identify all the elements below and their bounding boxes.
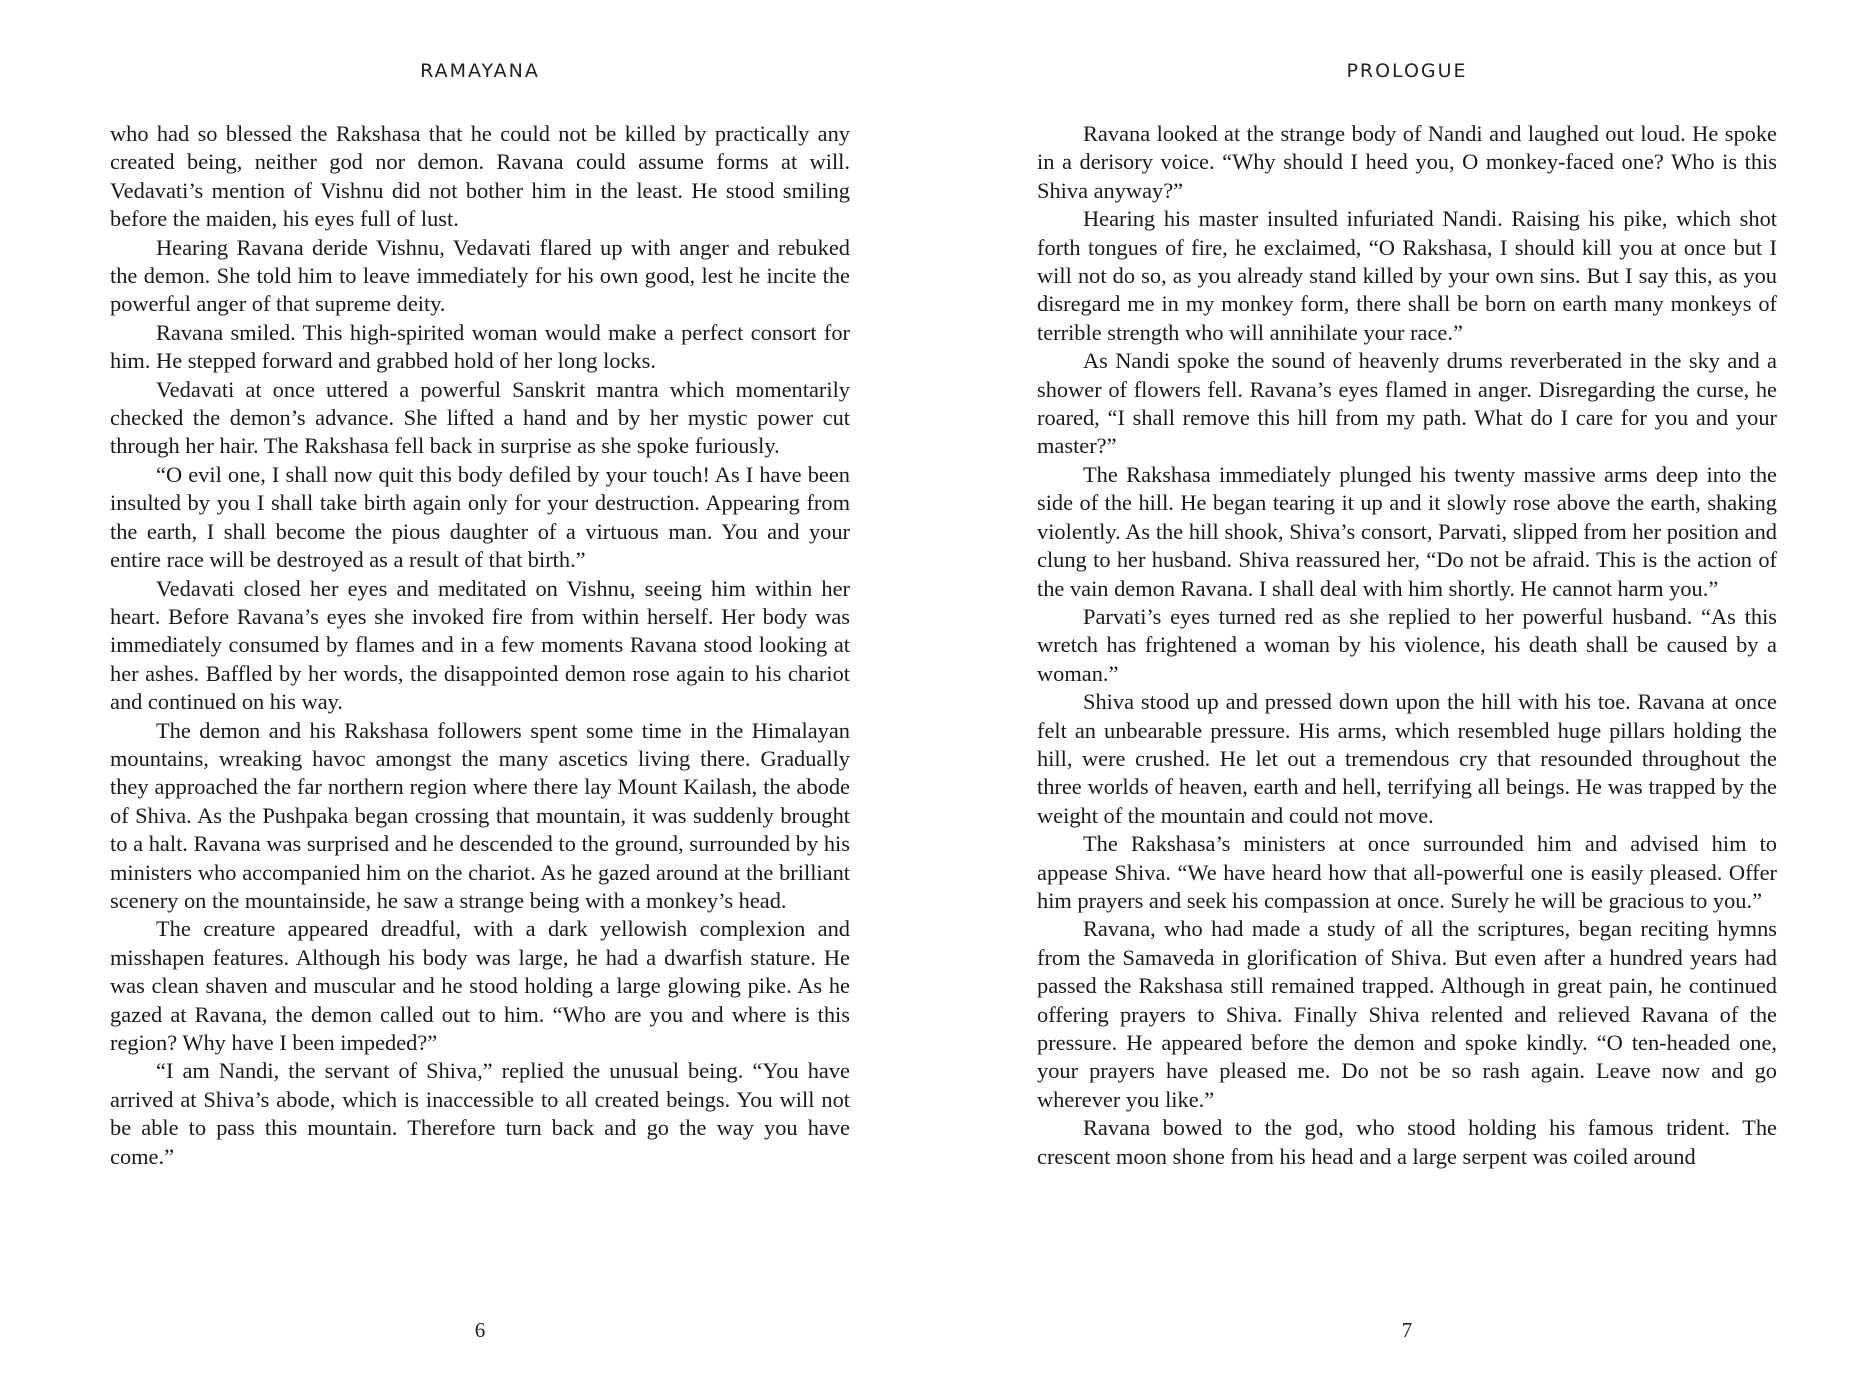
paragraph: The creature appeared dreadful, with a dark yellowish complexion and misshapen features. Although his body was large, he had a dwarfish stature. He was clean shaven and muscular and he stood holding a large glowing pike. As he gazed at Ravana, the demon called out to him. “Who are you and where is this region? Why have I been impeded?”	[110, 916, 850, 1055]
running-head-left: RAMAYANA	[420, 60, 540, 82]
left-page	[110, 0, 850, 1400]
right-page-body	[1037, 120, 1777, 1171]
paragraph: Ravana bowed to the god, who stood holding his famous trident. The crescent moon shone from his head and a large serpent was coiled around	[1037, 1115, 1777, 1169]
paragraph: Ravana smiled. This high-spirited woman would make a perfect consort for him. He stepped forward and grabbed hold of her long locks.	[110, 319, 850, 374]
page-number-left: 6	[474, 1318, 486, 1342]
paragraph: The Rakshasa immediately plunged his twenty massive arms deep into the side of the hill. He began tearing it up and it slowly rose above the earth, shaking violently. As the hill shook, Shiva’s consort, Parvati, slipped from her position and clung to her husband. Shiva reassured her, “Do not be afraid. This is the action of the vain demon Ravana. I shall deal with him shortly. He cannot harm you.”	[1037, 461, 1777, 601]
right-page	[1037, 0, 1777, 1400]
paragraph: The demon and his Rakshasa followers spent some time in the Himalayan mountains, wreaking havoc amongst the many ascetics living there. Gradually they approached the far northern region where there lay Mount Kailash, the abode of Shiva. As the Pushpaka began crossing that mountain, it was suddenly brought to a halt. Ravana was surprised and he descended to the ground, surrounded by his ministers who accompanied him on the chariot. As he gazed around at the brilliant scenery on the mountainside, he saw a strange being with a monkey’s head.	[110, 717, 850, 913]
paragraph: As Nandi spoke the sound of heavenly drums reverberated in the sky and a shower of flowers fell. Ravana’s eyes flamed in anger. Disregarding the curse, he roared, “I shall remove this hill from my path. What do I care for you and your master?”	[1037, 348, 1777, 459]
running-head-right: PROLOGUE	[1346, 60, 1468, 82]
page-number-right: 7	[1401, 1318, 1413, 1342]
paragraph: Shiva stood up and pressed down upon the hill with his toe. Ravana at once felt an unbearable pressure. His arms, which resembled huge pillars holding the hill, were crushed. He let out a tremendous cry that resounded throughout the three worlds of heaven, earth and hell, terrifying all beings. He was trapped by the weight of the mountain and could not move.	[1037, 689, 1777, 828]
paragraph: Vedavati closed her eyes and meditated on Vishnu, seeing him within her heart. Before Ravana’s eyes she invoked fire from within herself. Her body was immediately consumed by flames and in a few moments Ravana stood looking at her ashes. Baffled by her words, the disappointed demon rose again to his chariot and continued on his way.	[110, 575, 850, 715]
paragraph: Hearing Ravana deride Vishnu, Vedavati flared up with anger and rebuked the demon. She told him to leave immediately for his own good, lest he incite the powerful anger of that supreme deity.	[110, 234, 850, 317]
left-page-body	[110, 120, 850, 1171]
paragraph: Parvati’s eyes turned red as she replied to her powerful husband. “As this wretch has frightened a woman by his violence, his death shall be caused by a woman.”	[1037, 603, 1777, 686]
paragraph: “I am Nandi, the servant of Shiva,” replied the unusual being. “You have arrived at Shiva’s abode, which is inaccessible to all created beings. You will not be able to pass this mountain. Therefore turn back and go the way you have come.”	[110, 1058, 850, 1169]
paragraph: who had so blessed the Rakshasa that he could not be killed by practically any created being, neither god nor demon. Ravana could assume forms at will. Vedavati’s mention of Vishnu did not bother him in the least. He stood smiling before the maiden, his eyes full of lust.	[110, 121, 850, 232]
paragraph: “O evil one, I shall now quit this body defiled by your touch! As I have been insulted by you I shall take birth again only for your destruction. Appearing from the earth, I shall become the pious daughter of a virtuous man. You and your entire race will be destroyed as a result of that birth.”	[110, 461, 850, 573]
paragraph: Ravana, who had made a study of all the scriptures, began reciting hymns from the Samaveda in glorification of Shiva. But even after a hundred years had passed the Rakshasa still remained trapped. Although in great pain, he continued offering prayers to Shiva. Finally Shiva relented and relieved Ravana of the pressure. He appeared before the demon and spoke kindly. “O ten-headed one, your prayers have pleased me. Do not be so rash again. Leave now and go wherever you like.”	[1037, 916, 1777, 1112]
paragraph: Hearing his master insulted infuriated Nandi. Raising his pike, which shot forth tongues of fire, he exclaimed, “O Rakshasa, I should kill you at once but I will not do so, as you already stand killed by your own sins. But I say this, as you disregard me in my monkey form, there shall be born on earth many monkeys of terrible strength who will annihilate your race.”	[1037, 206, 1777, 345]
paragraph: Vedavati at once uttered a powerful Sanskrit mantra which momentarily checked the demon’s advance. She lifted a hand and by her mystic power cut through her hair. The Rakshasa fell back in surprise as she spoke furiously.	[110, 376, 850, 459]
paragraph: Ravana looked at the strange body of Nandi and laughed out loud. He spoke in a derisory voice. “Why should I heed you, O monkey-faced one? Who is this Shiva anyway?”	[1037, 121, 1777, 203]
paragraph: The Rakshasa’s ministers at once surrounded him and advised him to appease Shiva. “We have heard how that all-powerful one is easily pleased. Offer him prayers and seek his compassion at once. Surely he will be gracious to you.”	[1037, 831, 1777, 913]
